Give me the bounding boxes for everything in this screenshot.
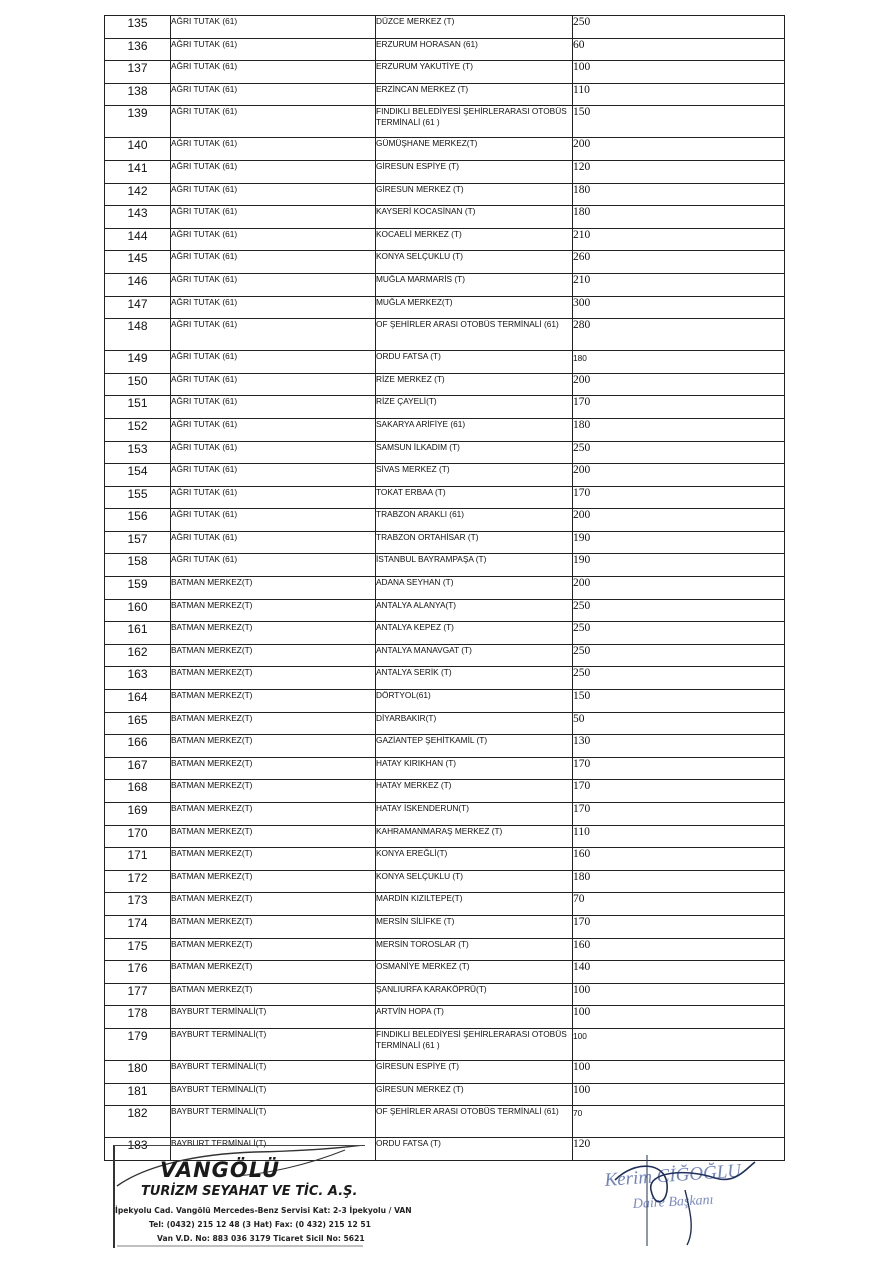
price-cell: 250 <box>573 16 785 39</box>
destination-cell: MERSİN SİLİFKE (T) <box>376 915 573 938</box>
destination-cell: DÜZCE MERKEZ (T) <box>376 16 573 39</box>
price-cell: 200 <box>573 138 785 161</box>
departure-cell: BATMAN MERKEZ(T) <box>171 961 376 984</box>
price-cell: 110 <box>573 825 785 848</box>
price-cell: 250 <box>573 667 785 690</box>
table-row <box>105 1028 785 1060</box>
row-number: 140 <box>105 138 171 161</box>
row-number: 182 <box>105 1106 171 1138</box>
row-number: 161 <box>105 622 171 645</box>
price-cell: 120 <box>573 160 785 183</box>
signature-name-stamp: Kerim CİĞOĞLU <box>603 1160 742 1191</box>
row-number: 180 <box>105 1060 171 1083</box>
departure-cell: AĞRI TUTAK (61) <box>171 160 376 183</box>
price-cell: 260 <box>573 251 785 274</box>
destination-cell: HATAY KIRIKHAN (T) <box>376 757 573 780</box>
destination-cell: OF ŞEHİRLER ARASI OTOBÜS TERMİNALİ (61) <box>376 319 573 351</box>
price-cell: 170 <box>573 486 785 509</box>
table-row <box>105 757 785 780</box>
departure-cell: BATMAN MERKEZ(T) <box>171 712 376 735</box>
departure-cell: BATMAN MERKEZ(T) <box>171 644 376 667</box>
destination-cell: DÖRTYOL(61) <box>376 690 573 713</box>
destination-cell: TRABZON ARAKLI (61) <box>376 509 573 532</box>
row-number: 175 <box>105 938 171 961</box>
price-cell: 50 <box>573 712 785 735</box>
table-row <box>105 961 785 984</box>
destination-cell: GAZİANTEP ŞEHİTKAMİL (T) <box>376 735 573 758</box>
departure-cell: BATMAN MERKEZ(T) <box>171 667 376 690</box>
price-cell: 170 <box>573 780 785 803</box>
table-row <box>105 1083 785 1106</box>
departure-cell: AĞRI TUTAK (61) <box>171 228 376 251</box>
price-cell: 250 <box>573 441 785 464</box>
destination-cell: ORDU FATSA (T) <box>376 351 573 374</box>
departure-cell: BAYBURT TERMİNALİ(T) <box>171 1138 376 1161</box>
departure-cell: AĞRI TUTAK (61) <box>171 38 376 61</box>
row-number: 152 <box>105 418 171 441</box>
price-cell: 70 <box>573 1106 785 1138</box>
fare-table <box>104 15 785 1161</box>
destination-cell: TRABZON ORTAHİSAR (T) <box>376 531 573 554</box>
destination-cell: GİRESUN ESPİYE (T) <box>376 160 573 183</box>
company-stamp <box>113 1145 412 1248</box>
departure-cell: BATMAN MERKEZ(T) <box>171 690 376 713</box>
price-cell: 130 <box>573 735 785 758</box>
destination-cell: SAMSUN İLKADIM (T) <box>376 441 573 464</box>
row-number: 146 <box>105 273 171 296</box>
table-row <box>105 577 785 600</box>
price-cell: 200 <box>573 577 785 600</box>
table-row <box>105 206 785 229</box>
destination-cell: MERSİN TOROSLAR (T) <box>376 938 573 961</box>
destination-cell: GİRESUN MERKEZ (T) <box>376 183 573 206</box>
row-number: 135 <box>105 16 171 39</box>
row-number: 137 <box>105 61 171 84</box>
destination-cell: ANTALYA ALANYA(T) <box>376 599 573 622</box>
table-row <box>105 983 785 1006</box>
destination-cell: ŞANLIURFA KARAKÖPRÜ(T) <box>376 983 573 1006</box>
table-row <box>105 16 785 39</box>
price-cell: 100 <box>573 1006 785 1029</box>
price-cell: 100 <box>573 61 785 84</box>
table-row <box>105 690 785 713</box>
table-row <box>105 396 785 419</box>
departure-cell: BAYBURT TERMİNALİ(T) <box>171 1106 376 1138</box>
row-number: 176 <box>105 961 171 984</box>
departure-cell: AĞRI TUTAK (61) <box>171 319 376 351</box>
destination-cell: ANTALYA MANAVGAT (T) <box>376 644 573 667</box>
table-row <box>105 373 785 396</box>
table-row <box>105 667 785 690</box>
departure-cell: AĞRI TUTAK (61) <box>171 83 376 106</box>
departure-cell: BATMAN MERKEZ(T) <box>171 915 376 938</box>
departure-cell: BATMAN MERKEZ(T) <box>171 622 376 645</box>
row-number: 160 <box>105 599 171 622</box>
row-number: 148 <box>105 319 171 351</box>
table-row <box>105 803 785 826</box>
row-number: 162 <box>105 644 171 667</box>
departure-cell: AĞRI TUTAK (61) <box>171 396 376 419</box>
price-cell: 180 <box>573 418 785 441</box>
departure-cell: BATMAN MERKEZ(T) <box>171 757 376 780</box>
departure-cell: AĞRI TUTAK (61) <box>171 138 376 161</box>
fare-table-body <box>105 16 785 1161</box>
departure-cell: AĞRI TUTAK (61) <box>171 183 376 206</box>
departure-cell: BATMAN MERKEZ(T) <box>171 780 376 803</box>
destination-cell: ARTVİN HOPA (T) <box>376 1006 573 1029</box>
destination-cell: DİYARBAKIR(T) <box>376 712 573 735</box>
table-row <box>105 1106 785 1138</box>
departure-cell: AĞRI TUTAK (61) <box>171 106 376 138</box>
price-cell: 250 <box>573 644 785 667</box>
destination-cell: MUĞLA MERKEZ(T) <box>376 296 573 319</box>
departure-cell: BATMAN MERKEZ(T) <box>171 825 376 848</box>
departure-cell: AĞRI TUTAK (61) <box>171 351 376 374</box>
price-cell: 200 <box>573 509 785 532</box>
price-cell: 250 <box>573 599 785 622</box>
departure-cell: BATMAN MERKEZ(T) <box>171 893 376 916</box>
departure-cell: AĞRI TUTAK (61) <box>171 531 376 554</box>
table-row <box>105 893 785 916</box>
destination-cell: KONYA EREĞLİ(T) <box>376 848 573 871</box>
price-cell: 60 <box>573 38 785 61</box>
table-row <box>105 296 785 319</box>
destination-cell: ERZURUM HORASAN (61) <box>376 38 573 61</box>
row-number: 136 <box>105 38 171 61</box>
stamp-phone: Tel: (0432) 215 12 48 (3 Hat) Fax: (0 432) 215 12 51 <box>149 1220 371 1229</box>
table-row <box>105 138 785 161</box>
destination-cell: GİRESUN ESPİYE (T) <box>376 1060 573 1083</box>
table-row <box>105 1060 785 1083</box>
destination-cell: OSMANİYE MERKEZ (T) <box>376 961 573 984</box>
departure-cell: AĞRI TUTAK (61) <box>171 16 376 39</box>
price-cell: 210 <box>573 228 785 251</box>
table-row <box>105 938 785 961</box>
price-cell: 70 <box>573 893 785 916</box>
table-row <box>105 228 785 251</box>
price-cell: 190 <box>573 554 785 577</box>
price-cell: 280 <box>573 319 785 351</box>
row-number: 158 <box>105 554 171 577</box>
departure-cell: BATMAN MERKEZ(T) <box>171 938 376 961</box>
row-number: 165 <box>105 712 171 735</box>
row-number: 147 <box>105 296 171 319</box>
price-cell: 180 <box>573 206 785 229</box>
price-cell: 200 <box>573 464 785 487</box>
departure-cell: AĞRI TUTAK (61) <box>171 61 376 84</box>
row-number: 172 <box>105 870 171 893</box>
departure-cell: AĞRI TUTAK (61) <box>171 554 376 577</box>
destination-cell: RİZE ÇAYELİ(T) <box>376 396 573 419</box>
table-row <box>105 83 785 106</box>
destination-cell: GÜMÜŞHANE MERKEZ(T) <box>376 138 573 161</box>
destination-cell: KOCAELİ MERKEZ (T) <box>376 228 573 251</box>
row-number: 170 <box>105 825 171 848</box>
departure-cell: AĞRI TUTAK (61) <box>171 296 376 319</box>
fare-table-sheet <box>104 15 784 1161</box>
signature-title-stamp: Daire Başkanı <box>632 1192 714 1212</box>
table-row <box>105 418 785 441</box>
price-cell: 150 <box>573 106 785 138</box>
departure-cell: BAYBURT TERMİNALİ(T) <box>171 1028 376 1060</box>
table-row <box>105 1006 785 1029</box>
departure-cell: BATMAN MERKEZ(T) <box>171 848 376 871</box>
table-row <box>105 622 785 645</box>
row-number: 181 <box>105 1083 171 1106</box>
row-number: 155 <box>105 486 171 509</box>
table-row <box>105 251 785 274</box>
destination-cell: ORDU FATSA (T) <box>376 1138 573 1161</box>
row-number: 149 <box>105 351 171 374</box>
row-number: 153 <box>105 441 171 464</box>
destination-cell: ANTALYA SERİK (T) <box>376 667 573 690</box>
departure-cell: BATMAN MERKEZ(T) <box>171 870 376 893</box>
table-row <box>105 441 785 464</box>
row-number: 177 <box>105 983 171 1006</box>
departure-cell: AĞRI TUTAK (61) <box>171 273 376 296</box>
destination-cell: SİVAS MERKEZ (T) <box>376 464 573 487</box>
table-row <box>105 38 785 61</box>
row-number: 156 <box>105 509 171 532</box>
price-cell: 200 <box>573 373 785 396</box>
row-number: 150 <box>105 373 171 396</box>
row-number: 143 <box>105 206 171 229</box>
row-number: 173 <box>105 893 171 916</box>
row-number: 174 <box>105 915 171 938</box>
destination-cell: HATAY İSKENDERUN(T) <box>376 803 573 826</box>
departure-cell: BATMAN MERKEZ(T) <box>171 803 376 826</box>
departure-cell: AĞRI TUTAK (61) <box>171 418 376 441</box>
price-cell: 170 <box>573 803 785 826</box>
row-number: 157 <box>105 531 171 554</box>
departure-cell: BATMAN MERKEZ(T) <box>171 599 376 622</box>
row-number: 179 <box>105 1028 171 1060</box>
destination-cell: SAKARYA ARİFİYE (61) <box>376 418 573 441</box>
destination-cell: KAYSERİ KOCASİNAN (T) <box>376 206 573 229</box>
price-cell: 100 <box>573 1028 785 1060</box>
destination-cell: RİZE MERKEZ (T) <box>376 373 573 396</box>
table-row <box>105 554 785 577</box>
destination-cell: KONYA SELÇUKLU (T) <box>376 870 573 893</box>
row-number: 167 <box>105 757 171 780</box>
table-row <box>105 486 785 509</box>
row-number: 154 <box>105 464 171 487</box>
table-row <box>105 319 785 351</box>
row-number: 159 <box>105 577 171 600</box>
destination-cell: GİRESUN MERKEZ (T) <box>376 1083 573 1106</box>
table-row <box>105 509 785 532</box>
table-row <box>105 870 785 893</box>
departure-cell: AĞRI TUTAK (61) <box>171 206 376 229</box>
price-cell: 180 <box>573 870 785 893</box>
row-number: 139 <box>105 106 171 138</box>
row-number: 166 <box>105 735 171 758</box>
destination-cell: ERZURUM YAKUTİYE (T) <box>376 61 573 84</box>
price-cell: 180 <box>573 351 785 374</box>
departure-cell: AĞRI TUTAK (61) <box>171 251 376 274</box>
price-cell: 210 <box>573 273 785 296</box>
destination-cell: ADANA SEYHAN (T) <box>376 577 573 600</box>
price-cell: 100 <box>573 1083 785 1106</box>
price-cell: 170 <box>573 757 785 780</box>
departure-cell: BATMAN MERKEZ(T) <box>171 983 376 1006</box>
destination-cell: OF ŞEHİRLER ARASI OTOBÜS TERMİNALİ (61) <box>376 1106 573 1138</box>
table-row <box>105 273 785 296</box>
row-number: 138 <box>105 83 171 106</box>
price-cell: 120 <box>573 1138 785 1161</box>
table-row <box>105 735 785 758</box>
table-row <box>105 61 785 84</box>
price-cell: 300 <box>573 296 785 319</box>
destination-cell: MARDİN KIZILTEPE(T) <box>376 893 573 916</box>
stamp-company-name: TURİZM SEYAHAT VE TİC. A.Ş. <box>141 1184 358 1199</box>
price-cell: 110 <box>573 83 785 106</box>
table-row <box>105 825 785 848</box>
row-number: 145 <box>105 251 171 274</box>
row-number: 178 <box>105 1006 171 1029</box>
destination-cell: TOKAT ERBAA (T) <box>376 486 573 509</box>
price-cell: 180 <box>573 183 785 206</box>
departure-cell: BAYBURT TERMİNALİ(T) <box>171 1083 376 1106</box>
price-cell: 160 <box>573 848 785 871</box>
table-row <box>105 351 785 374</box>
row-number: 164 <box>105 690 171 713</box>
departure-cell: AĞRI TUTAK (61) <box>171 509 376 532</box>
table-row <box>105 464 785 487</box>
price-cell: 160 <box>573 938 785 961</box>
destination-cell: İSTANBUL BAYRAMPAŞA (T) <box>376 554 573 577</box>
destination-cell: MUĞLA MARMARİS (T) <box>376 273 573 296</box>
destination-cell: ERZİNCAN MERKEZ (T) <box>376 83 573 106</box>
price-cell: 100 <box>573 1060 785 1083</box>
destination-cell: KAHRAMANMARAŞ MERKEZ (T) <box>376 825 573 848</box>
stamp-address: İpekyolu Cad. Vangölü Mercedes-Benz Servisi Kat: 2-3 İpekyolu / VAN <box>115 1206 412 1215</box>
table-row <box>105 531 785 554</box>
price-cell: 250 <box>573 622 785 645</box>
departure-cell: BATMAN MERKEZ(T) <box>171 577 376 600</box>
destination-cell: KONYA SELÇUKLU (T) <box>376 251 573 274</box>
table-row <box>105 848 785 871</box>
departure-cell: AĞRI TUTAK (61) <box>171 373 376 396</box>
table-row <box>105 712 785 735</box>
signature-graphic <box>595 1150 775 1250</box>
destination-cell: FINDIKLI BELEDİYESİ ŞEHİRLERARASI OTOBÜS TERMİNALİ (61 ) <box>376 1028 573 1060</box>
row-number: 141 <box>105 160 171 183</box>
departure-cell: BATMAN MERKEZ(T) <box>171 735 376 758</box>
price-cell: 170 <box>573 915 785 938</box>
price-cell: 100 <box>573 983 785 1006</box>
table-row <box>105 599 785 622</box>
departure-cell: BAYBURT TERMİNALİ(T) <box>171 1006 376 1029</box>
row-number: 151 <box>105 396 171 419</box>
official-signature <box>595 1150 775 1250</box>
table-row <box>105 106 785 138</box>
departure-cell: AĞRI TUTAK (61) <box>171 441 376 464</box>
price-cell: 170 <box>573 396 785 419</box>
price-cell: 140 <box>573 961 785 984</box>
row-number: 183 <box>105 1138 171 1161</box>
row-number: 169 <box>105 803 171 826</box>
table-row <box>105 644 785 667</box>
price-cell: 190 <box>573 531 785 554</box>
row-number: 142 <box>105 183 171 206</box>
stamp-brand: VANGÖLÜ <box>160 1158 281 1182</box>
departure-cell: BAYBURT TERMİNALİ(T) <box>171 1060 376 1083</box>
stamp-tax-info: Van V.D. No: 883 036 3179 Ticaret Sicil No: 5621 <box>157 1234 365 1243</box>
destination-cell: FINDIKLI BELEDİYESİ ŞEHİRLERARASI OTOBÜS TERMİNALİ (61 ) <box>376 106 573 138</box>
row-number: 168 <box>105 780 171 803</box>
row-number: 144 <box>105 228 171 251</box>
price-cell: 150 <box>573 690 785 713</box>
destination-cell: HATAY MERKEZ (T) <box>376 780 573 803</box>
table-row <box>105 160 785 183</box>
table-row <box>105 915 785 938</box>
row-number: 171 <box>105 848 171 871</box>
destination-cell: ANTALYA KEPEZ (T) <box>376 622 573 645</box>
table-row <box>105 183 785 206</box>
departure-cell: AĞRI TUTAK (61) <box>171 486 376 509</box>
row-number: 163 <box>105 667 171 690</box>
table-row <box>105 780 785 803</box>
departure-cell: AĞRI TUTAK (61) <box>171 464 376 487</box>
